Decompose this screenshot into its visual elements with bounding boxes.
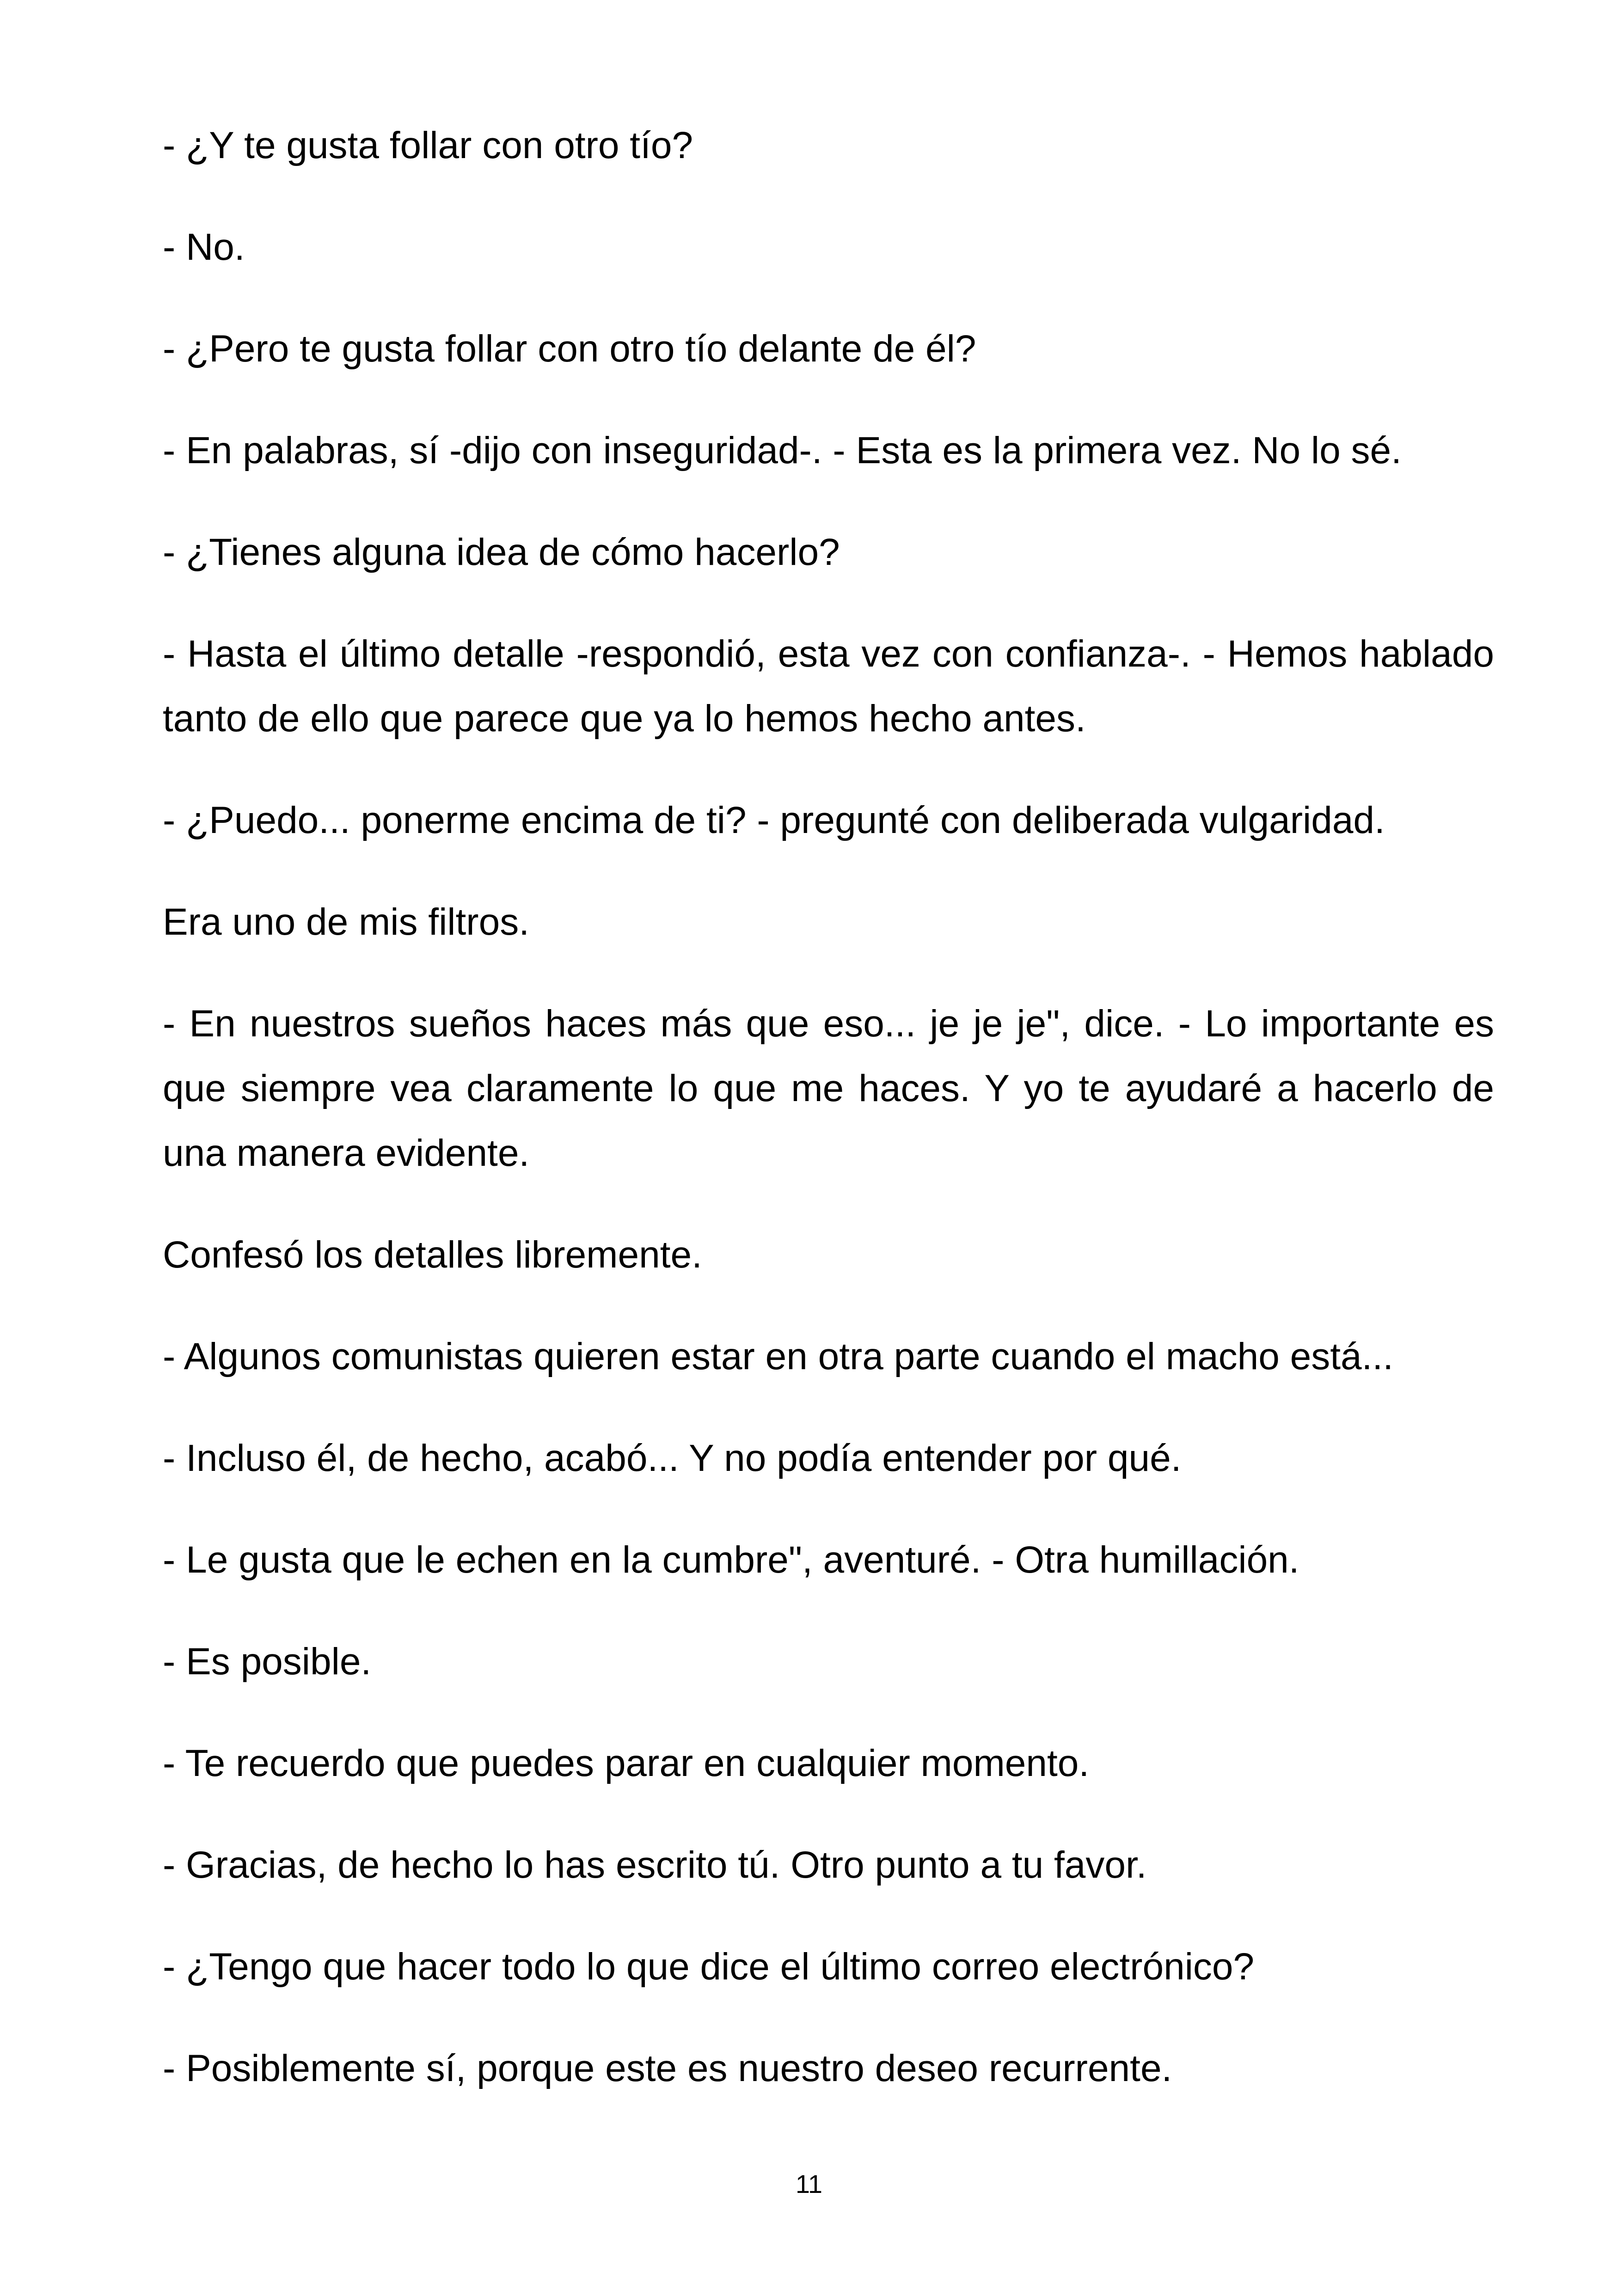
paragraph: - Incluso él, de hecho, acabó... Y no podía entender por qué.	[163, 1437, 1182, 1479]
paragraph: - Algunos comunistas quieren estar en otra parte cuando el macho está...	[163, 1335, 1393, 1378]
paragraph: - Hasta el último detalle -respondió, esta vez con confianza-. - Hemos hablado tanto de ello que parece que ya lo hemos hecho antes.	[163, 633, 1494, 740]
paragraph: - No.	[163, 226, 245, 268]
paragraph: Confesó los detalles libremente.	[163, 1234, 702, 1276]
paragraph: - Posiblemente sí, porque este es nuestro deseo recurrente.	[163, 2047, 1172, 2089]
paragraph: Era uno de mis filtros.	[163, 901, 529, 943]
paragraph: - En nuestros sueños haces más que eso... je je je", dice. - Lo importante es que siempre vea claramente lo que me haces. Y yo te ayudaré a hacerlo de una manera evidente.	[163, 1003, 1494, 1174]
page-number: 11	[795, 2169, 823, 2198]
document-body	[163, 113, 1494, 2138]
paragraph: - Es posible.	[163, 1641, 372, 1683]
paragraph: - ¿Tengo que hacer todo lo que dice el último correo electrónico?	[163, 1946, 1255, 1988]
paragraph: - ¿Tienes alguna idea de cómo hacerlo?	[163, 531, 840, 573]
paragraph: - En palabras, sí -dijo con inseguridad-. - Esta es la primera vez. No lo sé.	[163, 429, 1402, 471]
paragraph: - Le gusta que le echen en la cumbre", aventuré. - Otra humillación.	[163, 1539, 1299, 1581]
paragraph: - ¿Puedo... ponerme encima de ti? - pregunté con deliberada vulgaridad.	[163, 799, 1385, 841]
paragraph: - Te recuerdo que puedes parar en cualquier momento.	[163, 1742, 1090, 1784]
paragraph: - ¿Pero te gusta follar con otro tío delante de él?	[163, 328, 976, 370]
paragraph: - Gracias, de hecho lo has escrito tú. Otro punto a tu favor.	[163, 1844, 1147, 1886]
paragraph: - ¿Y te gusta follar con otro tío?	[163, 124, 693, 166]
